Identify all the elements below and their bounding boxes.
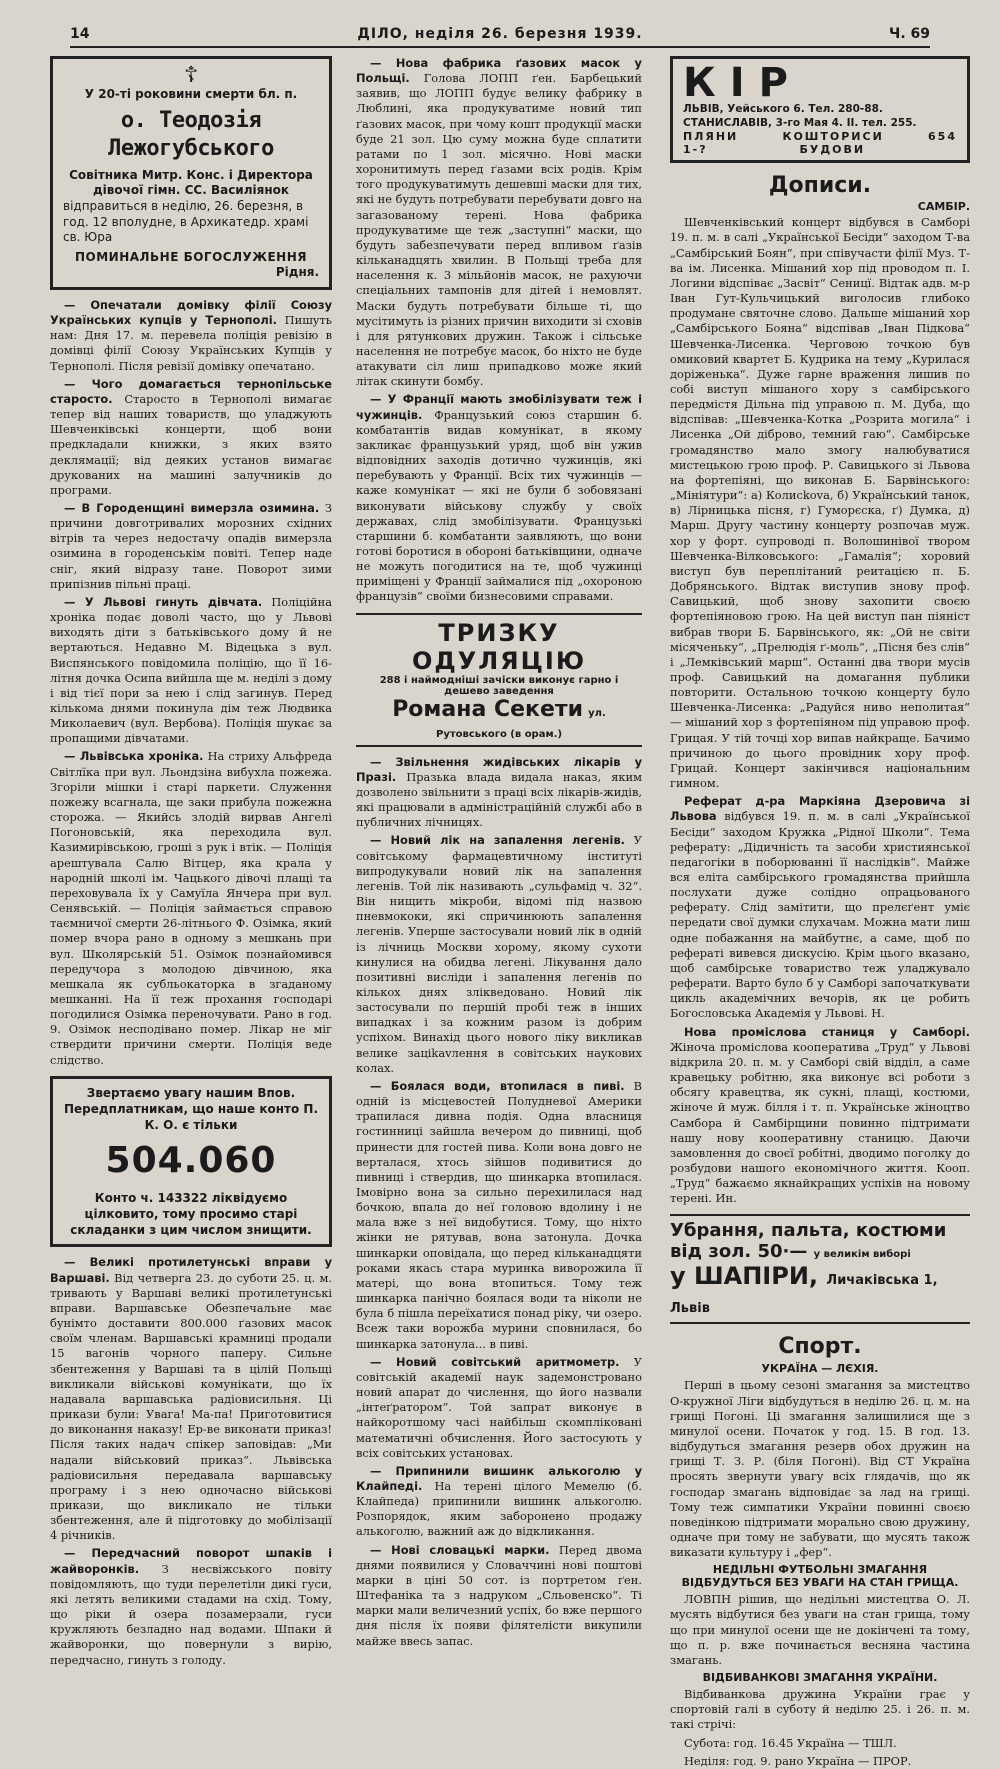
column-1b-articles bbox=[50, 1255, 332, 1667]
article bbox=[356, 1543, 642, 1649]
sport-subhead-1: УКРАЇНА — ЛЄХІЯ. bbox=[761, 1362, 879, 1376]
column-1 bbox=[50, 56, 333, 1667]
article-text: З несвіжського повіту повідомляють, що туди перелетіли дикі гуси, які летять великими стадами на схід. Тому, що ріки й озера позамерзали, гуси кружляють безладно над водами. Шпаки й жайворонки, що повернули з вирію, передчасно, гинуть з голоду. bbox=[50, 1561, 333, 1667]
article-headline: — Нові словацькі марки. bbox=[370, 1542, 550, 1557]
ad-number: 288 bbox=[379, 674, 401, 686]
column-2b-articles bbox=[356, 755, 642, 1649]
article bbox=[50, 1546, 332, 1667]
kir-ad bbox=[670, 56, 970, 163]
section-title-dopysy: Дописи. bbox=[768, 173, 872, 199]
article bbox=[356, 755, 642, 831]
article-headline: — Великі протилетунські вправи у Варшаві. bbox=[50, 1255, 332, 1285]
dateline-sambir: САМБІР. bbox=[917, 200, 970, 214]
article-text: Старосто в Тернополі вимагає тепер від наших товариств, що уладжують Шевченківські концерти, щоб вони предкладали книжки, з яких взято деклямації; від деяких установ вимагає друкованих на машині залучників до програми. bbox=[50, 391, 332, 497]
article-headline: — Львівська хроніка. bbox=[64, 749, 204, 764]
article-text: Перед двома днями появилися у Словаччині нові поштові марки в ціні 50 сот. із портретом ґен. Штефаніка та з надруком „Сльовенско“. Ті марки мали величезний успіх, бо вже першого дня після їх появи філятелісти викупили майже ввесь запас. bbox=[356, 1542, 643, 1648]
kir-logo: КІР bbox=[683, 60, 802, 106]
shapiro-address: Личаківська 1, Львів bbox=[670, 1273, 938, 1317]
article-headline: Нова проміслова станиця у Самборі. bbox=[684, 1024, 970, 1039]
article-headline: — Чого домагається тернопільське старосто. bbox=[50, 376, 332, 406]
article bbox=[670, 1025, 970, 1207]
article-headline: — Звільнення жидівських лікарів у Празі. bbox=[356, 754, 642, 784]
issue-number: Ч. 69 bbox=[889, 26, 930, 42]
article-text: Пишуть нам: Дня 17. м. перевела поліція ревізію в домівці філії Союзу Українських Купців у Тернополі. Після ревізії домівку опечатано. bbox=[50, 313, 332, 373]
shapiro-selection: у великім виборі bbox=[813, 1249, 911, 1261]
article-headline: — Новий лік на запалення легенів. bbox=[370, 833, 625, 848]
article bbox=[356, 1079, 642, 1352]
subscriber-notice bbox=[50, 1076, 332, 1248]
article bbox=[50, 298, 332, 374]
article-headline: — Нова фабрика ґазових масок у Польщі. bbox=[356, 56, 642, 86]
article-text: Перші в цьому сезоні змагання за мистецтво О-кружної Ліги відбудуться в неділю 26. ц. м. на грищі Погоні. Ці змагання залишилися ще з минулої осени. Початок у год. 15. В год. 13. відбудуться змагання резерв обох дружин на грищі Т. З. Р. (біля Погоні). Від СТ Україна просять звернути увагу всіх глядачів, що як господар змагань відповідає за лад на грищі. Тому теж симпатики України повинні своєю поведінкою підтримати морально свою дружину, одначе при тому не забувати, що мусять також виказати культуру і „фер“. bbox=[670, 1378, 970, 1560]
article bbox=[356, 833, 642, 1076]
obituary-anniversary: У 20-ті роковини смерти бл. п. bbox=[84, 87, 298, 101]
article-text: відбувся 19. п. м. в салі „Української Бесіди“ заходом Кружка „Рідної Школи“. Тема реферату: „Дідичність та засоби християнської педагогіки в поборюванні її наслідків“. Майже вся еліта самбірського громадянства прийшла послухати дуже солідно опрацьованого реферату. Слід замітити, що прелєґент уміє передати свої думки слухачам. Можна мати лиш одне побажання на майбутнє, а саме, щоб по рефераті вивевся дискусію. Крім цього вказано, щоб самбірське товариство теж уладжувало реферати. Варто було б у Самборі започаткувати цикль академічних вечорів, як це робить Богословська Академія у Львові. Н. bbox=[670, 809, 971, 1021]
article bbox=[670, 1592, 970, 1668]
article bbox=[50, 595, 332, 747]
sport-subhead-2: НЕДІЛЬНІ ФУТБОЛЬНІ ЗМАГАННЯ ВІДБУДУТЬСЯ БЕЗ УВАГИ НА СТАН ГРИЩА. bbox=[681, 1563, 959, 1590]
article-headline: — В Городенщині вимерзла озимина. bbox=[64, 500, 320, 515]
article-text: Празька влада видала наказ, яким дозволено звільнити з праці всіх лікарів-жидів, які працювали в адміністраційній службі або в публичних лічницях. bbox=[356, 769, 642, 830]
ad-address: ул. Рутовського (в орам.) bbox=[435, 707, 606, 740]
volleyball-saturday: Субота: год. 16.45 Україна — ТШЛ. bbox=[684, 1735, 897, 1750]
article bbox=[50, 1255, 332, 1543]
article-text: Поліційна хроніка подає доволі часто, що у Львові виходять діти з батьківського дому й не вертаються. Недавно М. Відецька з вул. Виспянського повідомила поліцію, що її 16-літня дочка Осипа вийшла ще м. неділі з дому і від тієї пори за нею і слід загинув. Перед кількома днями покинула дім теж Людвика Миколаевич (вул. Вербова). Поліція шукає за пропащими дівчатами. bbox=[50, 594, 332, 746]
sport-subhead-3: ВІДБИВАНКОВІ ЗМАГАННЯ УКРАЇНИ. bbox=[702, 1671, 938, 1685]
article-headline: — Боялася води, втопилася в пиві. bbox=[370, 1078, 625, 1093]
article bbox=[356, 1355, 642, 1461]
column-2-articles bbox=[356, 56, 642, 605]
article-headline: — Передчасний поворот шпаків і жайворонків. bbox=[50, 1546, 332, 1576]
article bbox=[670, 794, 970, 1021]
article bbox=[356, 1464, 642, 1540]
article-headline: — Новий совітський аритмометр. bbox=[370, 1354, 620, 1369]
article bbox=[356, 392, 642, 604]
ad-headline: ТРИЗКУ ОДУЛЯЦІЮ bbox=[411, 618, 587, 675]
obituary-name: о. Теодозія Лежогубського bbox=[108, 107, 274, 162]
cross-icon: ☦ bbox=[183, 63, 199, 88]
article-text: Шевченківський концерт відбувся в Самборі 19. п. м. в салі „Української Бесіди“ заходом Т-ва „Самбірський Боян“, при співучасти філії Муз. Т-ва ім. Лисенка. Мішаний хор під проводом п. І. Логини відспіває „Засвіт“ Сеницї. Відтак адв. м-р Іван Гут-Кульчицький виголосив глибоко продумане святочне слово. Дальше мішаний хор „Самбірського Бояна“ відспівав „Іван Підкова“ Шевченка-Лисенка. Черговою точкою був омиковий квартет Б. Кудрика на тему „Курилася доріженька“. Дуже гарне враження лишив по собі виступ мішаного хору з самбірського передмістя Дільна під управою п. М. Дуба, що відспівав: „Шевченка-Котка „Розрита могила“ і Лисенка „Ой діброво, темний гаю“. Самбірське громадянство мало змогу налюбуватися мистецькою грою проф. Р. Савицького зі Львова на фортепіяні, що виконав Б. Барвінського: „Мініятури“: а) Колисkova, б) Український танок, в) Лірницька пісня, г) Гуморєска, ґ) Думка, д) Марш. Другу частину концерту розпочав муж. хор у форт. супроводі п. Волошинівої твором Шевченка-Вілковського: „Гамалія“; хоровий виступ був переплітаний реитацією п. Б. Добрянського. Відтак виступив знову проф. Савицький, щоб знову захопити своєю фортепіяновою грою. На цей виступ пан піяніст вибрав твори Б. Барвінського, як: „Ой не світи місяченьку“, „Прелюдія ґ-моль“, „Пісня без слів“ і „Лемківський марш“. Останні два твори мусів проф. Савицький на домагання публики повторити. Остальною точкою концерту було Шевченка-Лисенка: „Радуйся ниво неполитая“ — мішаний хор з фортепіяном під управою проф. Грицая. У тій точці хор випав найкраще. Бачимо причиною до цього провідник хору проф. Грицай. Концерт закінчився національним гимном. bbox=[670, 215, 970, 791]
notice-text-1: Звертаємо увагу нашим Впов. Передплатникам, що наше конто П. К. О. є тільки bbox=[63, 1085, 318, 1133]
shapiro-price: від зол. 50·— bbox=[670, 1241, 808, 1263]
kir-estimates: КОШТОРИСИ bbox=[782, 130, 884, 144]
article-text: В одній із місцевостей Полудневої Америки трапилася дивна подія. Одна власниця гостинниці зайшла вечером до пивниці, щоб принести для гостей пива. Коли вона довго не верталася, хтось зійшов подивитися до пивниці і ствердив, що шинкарка втопилася. Імовірно вона за сильно перехилилася над бочкою, впала до неї головою вдолину і не мала вже з неї видобутися. Тому, що ніхто жінки не рятував, вона затонула. Дочка шинкарки оповідала, що перед кільканадцяти роками якась стара муринка виворожила її матері, що вона втопиться. Тому теж шинкарка панічно боялася води та ніколи не була б пішла переїхатися понад ріку, чи озеро. Всеж таки ворожба мурини сповнилася, бо шинкарка затонула... в пиві. bbox=[356, 1078, 642, 1351]
article bbox=[50, 377, 332, 498]
column-3c-articles bbox=[670, 1592, 970, 1668]
article-headline: — Припинили вишинк алькоголю у Клайпеді. bbox=[356, 1463, 642, 1493]
article-text: Французький союз старшин б. комбатантів видав комунікат, в якому закликає французький уряд, щоб він ужив відповідних заходів дотично чужинців, які перебувають у Франції. Всіх тих чужинців — каже комунікат — які не були б зобовязані виконувати військову службу у своїх державах, слід змобілізувати. Французькі старшини б. комбатанти заявляють, що вони готові боротися в обороні батьківщини, одначе не можуть погодитися на те, щоб чужинці приміщені у Франції займалися під „охороною французів“ своїми бизнесовими справами. bbox=[356, 407, 642, 604]
article bbox=[356, 56, 642, 389]
kir-code: 654 bbox=[928, 130, 957, 144]
article-text: Жіноча проміслова кооператива „Труд“ у Львові відкрила 20. п. м. у Самборі свій відділ, а саме кравецьку робітню, яка виконує всі роботи з обсягу кравецтва, як сукні, плащі, костюми, жіноче й муж. білля і т. п. Українське жіноцтво Самбора й Самбірщини повинно підтримати нашу нову кооперативну станицю. Даючи замовлення до своєї робітні, дводимо поголку до розбудови нашого економічного життя. Кооп. „Труд“ бажаємо якнайкращих успіхів на новому терені. Ин. bbox=[670, 1039, 970, 1206]
article-text: Голова ЛОПП ґен. Барбецький заявив, що ЛОПП будує велику фабрику в Люблині, яка продукуватиме новий тип ґазових масок, при чому кошт продукції маски буде 21 зол. Цю суму можна буде сплатити ратами по 1 зол. місячно. Нові маски хоронитимуть перед ґазами всіх родів. Крім того продукуватимуть дешевші маски для тих, які не будуть потребувати перебувати довго на загазованому терені. Нова фабрика продукуватиме ще теж „заступні“ маски, що будуть забезпечувати перед впливом ґазів кільканадцять хвилин. В Польщі треба для населення к. 3 мільйонів масок, не рахуючи спеціальних тампонів для дітей і немовлят. Маски будуть потребувати більше ті, що мусітимуть із різних причин виходити зі сховів і для рятункових дружин. Також і сільське населення не потребує масок, бо ніхто не буде атакувати сіл лиш припадково може який літак скинути бомбу. bbox=[356, 71, 642, 389]
obituary-box bbox=[50, 56, 332, 290]
article-headline: — У Львові гинуть дівчата. bbox=[64, 594, 263, 609]
article-headline: — У Франції мають змобілізувати теж і чужинців. bbox=[356, 392, 642, 422]
notice-text-2: Конто ч. 143322 ліквідуємо цілковито, тому просимо старі складанки з цим числом знищити. bbox=[70, 1190, 312, 1238]
account-number: 504.060 bbox=[105, 1140, 277, 1182]
obituary-title: Совітника Митр. Конс. і Директора дівочої гімн. СС. Василіянок bbox=[69, 167, 313, 198]
hairdresser-ad bbox=[356, 613, 642, 747]
shapiro-ad bbox=[670, 1214, 970, 1324]
obituary-signature: Рідня. bbox=[275, 265, 319, 280]
volleyball-sunday: Неділя: год. 9. рано Україна — ПРОР. bbox=[684, 1753, 912, 1768]
kir-code-2: 1-? bbox=[683, 143, 708, 157]
ad-line: і наймодніші зачіски виконує гарно і дешево заведення bbox=[404, 674, 619, 697]
article-text: З причини довготривалих морозних східних вітрів та через недостачу опадів вимерзла озимина в городенськім повіті. Тепер наде сніг, який відразу тане. Поворот зими припізнив пільні праці. bbox=[50, 500, 332, 591]
section-title-sport: Спорт. bbox=[778, 1334, 862, 1360]
article-text: На стриху Альфреда Світлїка при вул. Льондзіна вибухла пожежа. Згоріли мішки і старі паркети. Служення пожежу всагнала, ще заки прибула пожежна сторожа. — Якийсь злодій вирвав Ангелі Погоновській, яка переходила вул. Казимирівською, гроші з рук і втік. — Поліція арештувала Салю Вітцер, яка крала у народній школі ім. Чацького дівочі плащі та переховувала їх у Самуїла Янчера при вул. Сенявській. — Поліція займається справою таємничої смерти 26-літнього Ф. Озімка, який помер вчора рано в одному з мешкань при вул. Школярській 51. Озімок познайомився передучора з молодою дівчиною, яка мешкала як субльокаторка в згаданому мешканні. На її теж прохання господарі погодилися Озімка переночувати. Рано в год. 9. Озімок несподівано помер. Лікар не міг ствердити причини смерти. Поліція веде слідство. bbox=[50, 749, 332, 1067]
column-2 bbox=[356, 56, 643, 1648]
shapiro-name: у ШАПІРИ, bbox=[670, 1262, 819, 1291]
volleyball-text: Відбиванкова дружина України грає у спортовій галі в суботу й неділю 25. і 26. п. м. такі стрічі: bbox=[670, 1687, 970, 1732]
article-text: ЛОВПН рішив, що недільні мистецтва О. Л. мусять відбутися без уваги на стан грища, тому що при минулої осени ще не докінчені та тому, що п. р. вже починається весняна частина змагань. bbox=[670, 1592, 970, 1667]
column-3-articles bbox=[670, 215, 970, 1206]
article-text: У совітській академії наук задемонстровано новий апарат до числення, що його назвали „інтеґратором“. Той запрат виконує в найкоротшому часі найбільш скомпліковані математичні обчислення. Його застосують у всіх совітських установах. bbox=[356, 1354, 642, 1460]
obituary-body: відправиться в неділю, 26. березня, в год. 12 вполудне, в Архикатедр. храмі св. Юра bbox=[63, 198, 309, 245]
column-1-articles bbox=[50, 298, 332, 1068]
masthead-title: ДІЛО, неділя 26. березня 1939. bbox=[357, 26, 643, 42]
article-headline: Реферат д-ра Маркіяна Дзеровича зі Львова bbox=[670, 794, 970, 824]
kir-plans: ПЛЯНИ bbox=[683, 130, 739, 144]
page-header bbox=[70, 24, 930, 48]
shapiro-line-1: Убрання, пальта, костюми bbox=[670, 1220, 947, 1242]
page-number: 14 bbox=[70, 26, 90, 42]
kir-line-1: ЛЬВІВ, Уейського 6. Тел. 280-88. bbox=[683, 103, 883, 115]
kir-line-2: СТАНИСЛАВІВ, 3-го Мая 4. II. тел. 255. bbox=[683, 116, 917, 129]
article-text: У совітському фармацевтичному інституті випродукували новий лік на запалення легенів. Той лік називають „сульфамід ч. 32“. Він нищить мікроби, відомі під назвою пневмококи, які спричинюють запалення легенів. Уперше застосували новий лік в одній із лічниць Москви хорому, якому сухоти кинулися на обидва легені. Лікування дало позитивні висліди і запалення легенів по кількох днях злікведовано. Новий лік застосували по першій пробі теж в інших випадках і за кожним разом із добрим успіхом. Винахід цього нового ліку викликав велике заціkavлення в совітських наукових колах. bbox=[356, 833, 642, 1075]
article bbox=[670, 215, 970, 791]
article-text: Від четверга 23. до суботи 25. ц. м. тривають у Варшаві великі протилетунські вправи. Варшавське Обезпечальне має бунімто доставити 800.000 ґазових масок своїм членам. Варшавські крамниці продали 15 вагонів чорного паперу. Сильне збентеження у Варшаві та в цілій Польщі викликали військові комунікати, що їх надавала варшавська радіовисильня. Ці прикази були: Увага! Ма-па! Приготовитися до виконання наказу! Ер-ве виконати приказ! Після таких надач спікер заповідав: „Ми надали військовий приказ“. Львівська радіовисильня передавала варшавську програму і з нею одночасно військові прикази, що викликало не тільки збентеження, але й підготовку до мобілізації 4 річників. bbox=[50, 1270, 332, 1543]
article bbox=[50, 501, 332, 592]
column-3 bbox=[670, 56, 971, 1768]
article bbox=[670, 1378, 970, 1560]
article bbox=[50, 749, 332, 1067]
ad-business-name: Романа Секети bbox=[392, 696, 584, 722]
article-headline: — Опечатали домівку філії Союзу Українських купців у Тернополі. bbox=[50, 297, 332, 328]
kir-buildings: БУДОВИ bbox=[799, 143, 866, 157]
column-3b-articles bbox=[670, 1378, 970, 1560]
obituary-service: ПОМИНАЛЬНЕ БОГОСЛУЖЕННЯ bbox=[74, 249, 308, 264]
article-text: На терені цілого Мемелю (б. Клайпеда) припинили вишинк алькоголю. Розпорядок, яким заборонено продажу алькоголю, важний аж до відкликання. bbox=[356, 1478, 642, 1539]
